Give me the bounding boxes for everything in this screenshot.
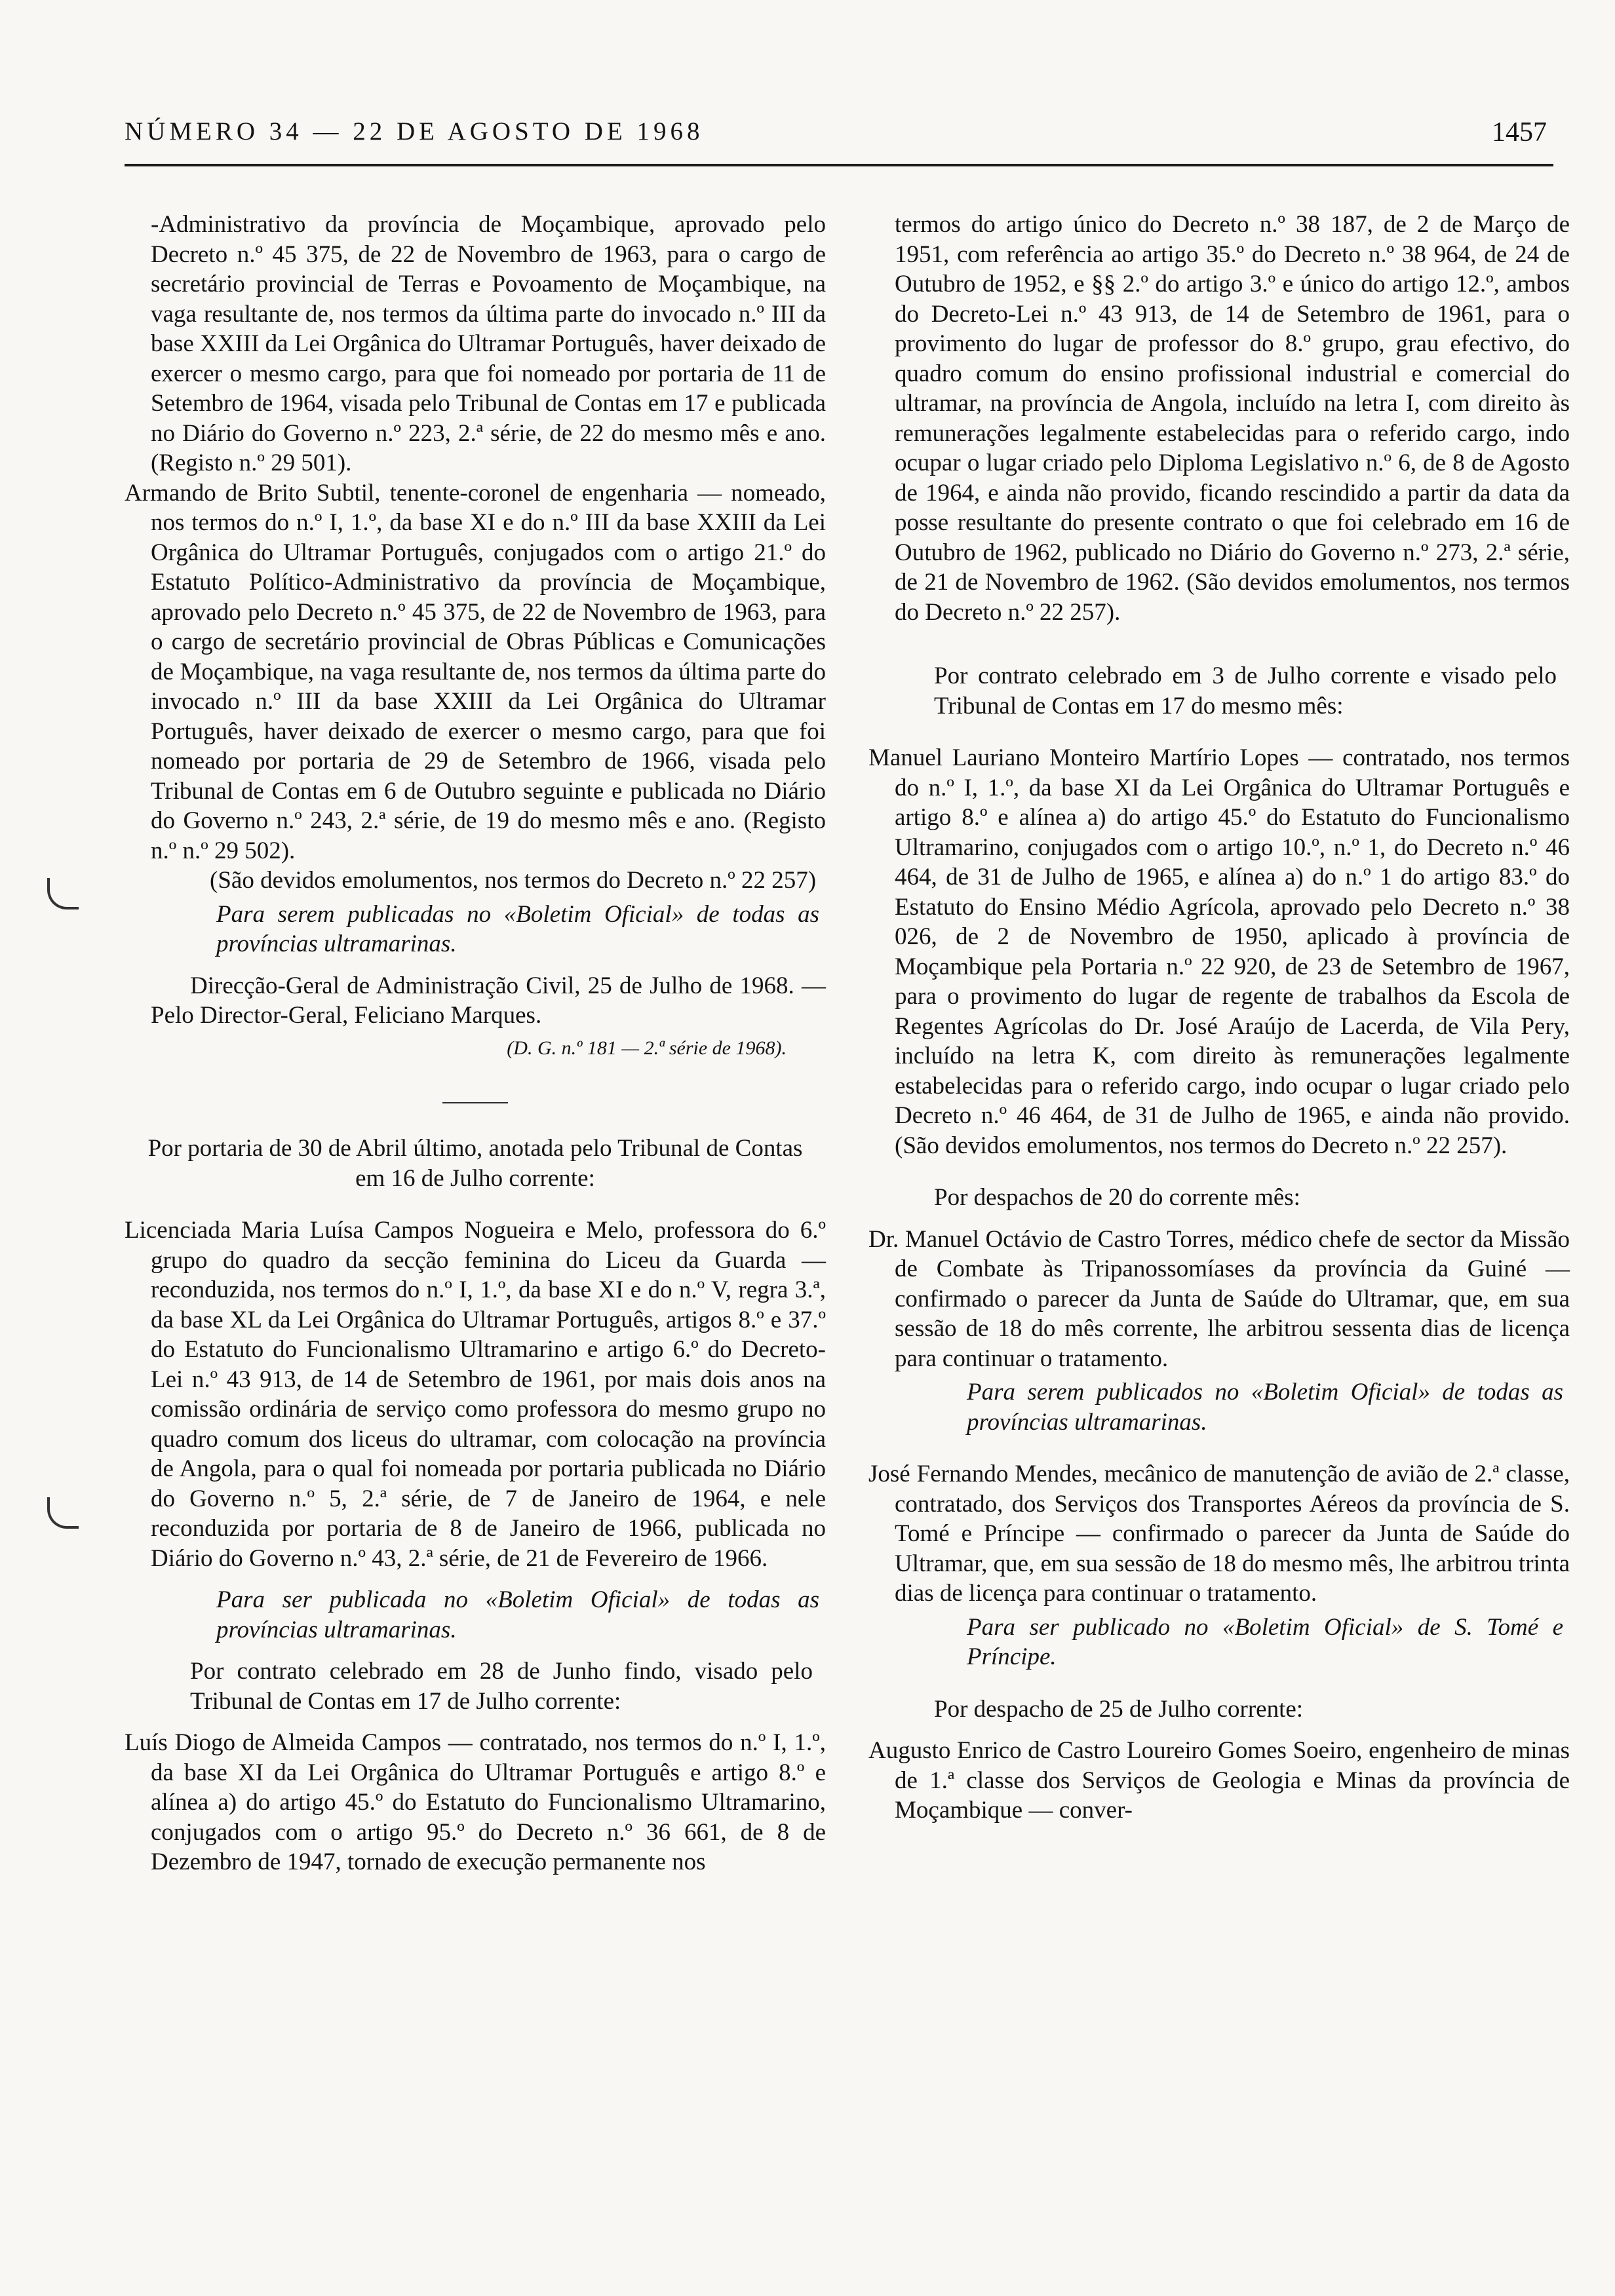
emoluments-note: (São devidos emolumentos, nos termos do Decreto n.º 22 257) <box>210 867 817 894</box>
section-intro: Por contrato celebrado em 28 de Junho findo, visado pelo Tribunal de Contas em 17 de Julho corrente: <box>190 1658 813 1715</box>
publication-note: Para serem publicadas no «Boletim Oficial» de todas as províncias ultramarinas. <box>216 900 819 957</box>
appointment-entry: José Fernando Mendes, mecânico de manutenção de avião de 2.ª classe, contratado, dos Serviços dos Transportes Aéreos da província de S. Tomé e Príncipe — confirmado o parecer da Junta de Saúde do Ultramar, que, em sua sessão de 18 do mesmo mês, lhe arbitrou trinta dias de licença para continuar o tratamento. <box>868 1461 1570 1607</box>
gazette-reference: (D. G. n.º 181 — 2.ª série de 1968). <box>507 1037 787 1059</box>
section-separator <box>442 1102 508 1103</box>
left-column <box>125 210 826 1877</box>
appointment-entry: Augusto Enrico de Castro Loureiro Gomes Soeiro, engenheiro de minas de 1.ª classe dos Serviços de Geologia e Minas da província de Moçambique — conver- <box>868 1737 1570 1824</box>
right-column <box>868 210 1570 1826</box>
publication-note: Para serem publicados no «Boletim Oficial» de todas as províncias ultramarinas. <box>967 1379 1563 1436</box>
issue-heading: NÚMERO 34 — 22 DE AGOSTO DE 1968 <box>125 117 704 145</box>
publication-note: Para ser publicado no «Boletim Oficial» de S. Tomé e Príncipe. <box>967 1613 1563 1670</box>
section-intro: Por contrato celebrado em 3 de Julho corrente e visado pelo Tribunal de Contas em 17 do mesmo mês: <box>934 662 1557 719</box>
appointment-entry: Licenciada Maria Luísa Campos Nogueira e Melo, professora do 6.º grupo do quadro da secção feminina do Liceu da Guarda — reconduzida, nos termos do n.º I, 1.º, da base XI e do n.º V, regra 3.ª, da base XL da Lei Orgânica do Ultramar Português, artigos 8.º e 37.º do Estatuto do Funcionalismo Ultramarino e artigo 6.º do Decreto-Lei n.º 43 913, de 14 de Setembro de 1961, por mais dois anos na comissão ordinária de serviço como professora do mesmo grupo no quadro comum dos liceus do ultramar, com colocação na província de Angola, para o qual foi nomeada por portaria publicada no Diário do Governo n.º 5, 2.ª série, de 7 de Janeiro de 1964, e nele reconduzida por portaria de 8 de Janeiro de 1966, publicada no Diário do Governo n.º 43, 2.ª série, de 21 de Fevereiro de 1966. <box>125 1217 826 1572</box>
appointment-entry: Manuel Lauriano Monteiro Martírio Lopes — contratado, nos termos do n.º I, 1.º, da base XI da Lei Orgânica do Ultramar Português e artigo 8.º e alínea a) do artigo 45.º do Estatuto do Funcionalismo Ultramarino, conjugados com o artigo 10.º, n.º 1, do Decreto n.º 46 464, de 31 de Julho de 1965, e alínea a) do n.º 1 do artigo 83.º do Estatuto do Ensino Médio Agrícola, aprovado pelo Decreto n.º 38 026, de 2 de Novembro de 1950, aplicado à província de Moçambique pela Portaria n.º 22 920, de 23 de Setembro de 1967, para o provimento do lugar de regente de trabalhos da Escola de Regentes Agrícolas do Dr. José Araújo de Lacerda, de Vila Pery, incluído na letra K, com direito às remunerações legalmente estabelecidas para o referido cargo, indo ocupar o lugar criado pelo Decreto n.º 46 464, de 31 de Julho de 1965, e ainda não provido. (São devidos emolumentos, nos termos do Decreto n.º 22 257). <box>868 744 1570 1159</box>
margin-mark <box>47 1497 79 1529</box>
paragraph-continuation: termos do artigo único do Decreto n.º 38 187, de 2 de Março de 1951, com referência ao artigo 35.º do Decreto n.º 38 964, de 24 de Outubro de 1952, e §§ 2.º do artigo 3.º e único do artigo 12.º, ambos do Decreto-Lei n.º 43 913, de 14 de Setembro de 1961, para o provimento do lugar de professor do 8.º grupo, grau efectivo, do quadro comum do ensino profissional industrial e comercial do ultramar, na província de Angola, incluído na letra I, com direito às remunerações legalmente estabelecidas para o referido cargo, indo ocupar o lugar criado pelo Diploma Legislativo n.º 6, de 8 de Agosto de 1964, e ainda não provido, ficando rescindido a partir da data da posse resultante do presente contrato o que foi celebrado em 16 de Outubro de 1962, publicado no Diário do Governo n.º 273, 2.ª série, de 21 de Novembro de 1962. (São devidos emolumentos, nos termos do Decreto n.º 22 257). <box>895 211 1570 626</box>
appointment-entry: Luís Diogo de Almeida Campos — contratado, nos termos do n.º I, 1.º, da base XI da Lei Orgânica do Ultramar Português e artigo 8.º e alínea a) do artigo 45.º do Estatuto do Funcionalismo Ultramarino, conjugados com o artigo 95.º do Decreto n.º 36 661, de 8 de Dezembro de 1947, tornado de execução permanente nos <box>125 1729 826 1875</box>
appointment-entry: Dr. Manuel Octávio de Castro Torres, médico chefe de sector da Missão de Combate às Tripanossomíases da província da Guiné — confirmado o parecer da Junta de Saúde do Ultramar, que, em sua sessão de 18 do mês corrente, lhe arbitrou sessenta dias de licença para continuar o tratamento. <box>868 1225 1570 1372</box>
page-number: 1457 <box>1492 117 1547 147</box>
page-header <box>125 111 1553 157</box>
section-intro: Por portaria de 30 de Abril último, anotada pelo Tribunal de Contas em 16 de Julho corrente: <box>147 1135 803 1192</box>
section-intro: Por despacho de 25 de Julho corrente: <box>934 1695 1304 1723</box>
section-intro: Por despachos de 20 do corrente mês: <box>934 1184 1300 1211</box>
publication-note: Para ser publicada no «Boletim Oficial» de todas as províncias ultramarinas. <box>216 1586 819 1643</box>
header-rule <box>125 164 1553 166</box>
dateline-signature: Direcção-Geral de Administração Civil, 25 de Julho de 1968. — Pelo Director-Geral, Feliciano Marques. <box>151 972 826 1029</box>
paragraph-continuation: -Administrativo da província de Moçambique, aprovado pelo Decreto n.º 45 375, de 22 de Novembro de 1963, para o cargo de secretário provincial de Terras e Povoamento de Moçambique, na vaga resultante de, nos termos da última parte do invocado n.º III da base XXIII da Lei Orgânica do Ultramar Português, haver deixado de exercer o mesmo cargo, para que foi nomeado por portaria de 11 de Setembro de 1964, visada pelo Tribunal de Contas em 17 e publicada no Diário do Governo n.º 223, 2.ª série, de 22 do mesmo mês e ano. (Registo n.º 29 501). <box>151 211 826 476</box>
appointment-entry: Armando de Brito Subtil, tenente-coronel de engenharia — nomeado, nos termos do n.º I, 1.º, da base XI e do n.º III da base XXIII da Lei Orgânica do Ultramar Português, conjugados com o artigo 21.º do Estatuto Político-Administrativo da província de Moçambique, aprovado pelo Decreto n.º 45 375, de 22 de Novembro de 1963, para o cargo de secretário provincial de Obras Públicas e Comunicações de Moçambique, na vaga resultante de, nos termos da última parte do invocado n.º III da base XXIII da Lei Orgânica do Ultramar Português, haver deixado de exercer o mesmo cargo, para que foi nomeado por portaria de 29 de Setembro de 1966, visada pelo Tribunal de Contas em 6 de Outubro seguinte e publicada no Diário do Governo n.º 243, 2.ª série, de 19 do mesmo mês e ano. (Registo n.º n.º 29 502). <box>125 479 826 864</box>
margin-mark <box>47 878 79 909</box>
